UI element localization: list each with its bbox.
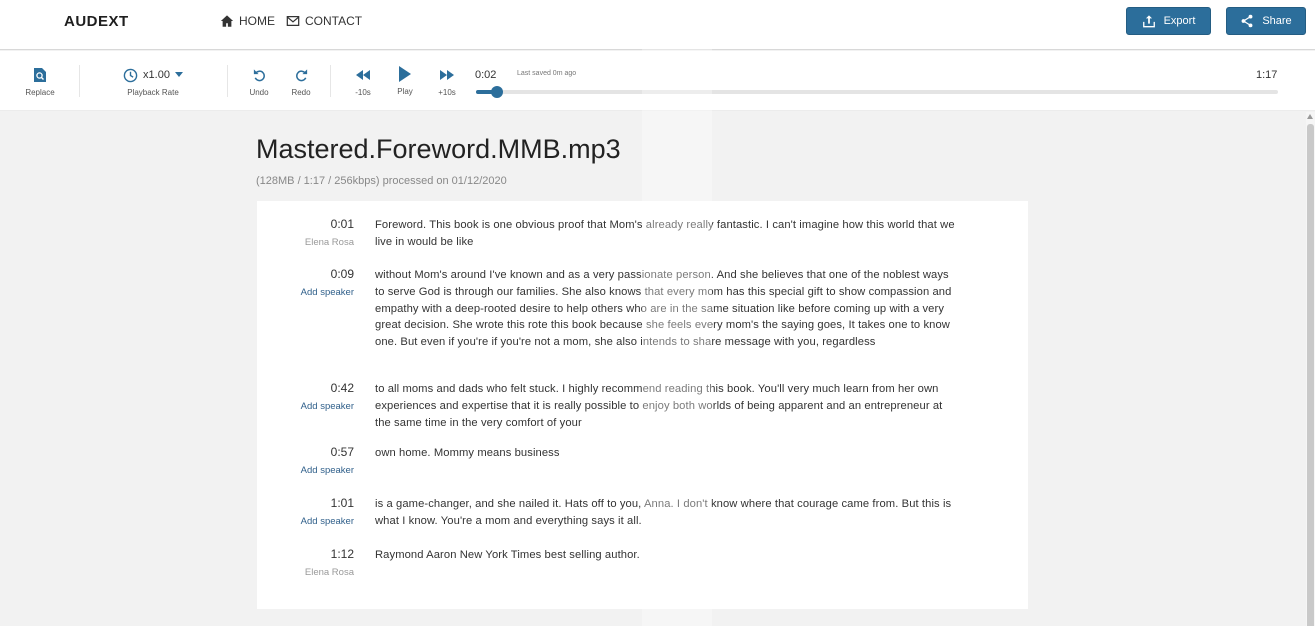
brand-logo[interactable]: AUDEXT bbox=[64, 13, 129, 30]
toolbar-divider bbox=[79, 65, 80, 97]
add-speaker-link[interactable]: Add speaker bbox=[300, 465, 354, 476]
toolbar-divider bbox=[330, 65, 331, 97]
forward-label: +10s bbox=[438, 88, 456, 97]
segment-timestamp[interactable]: 0:09 bbox=[330, 267, 354, 281]
speaker-name[interactable]: Elena Rosa bbox=[304, 237, 354, 248]
segment-text[interactable]: own home. Mommy means business bbox=[375, 447, 560, 459]
last-saved-status: Last saved 0m ago bbox=[517, 70, 577, 77]
segment-timestamp[interactable]: 0:01 bbox=[330, 217, 354, 231]
forward-10s-button[interactable] bbox=[434, 65, 460, 97]
speaker-name[interactable]: Elena Rosa bbox=[304, 567, 354, 578]
toolbar-divider bbox=[227, 65, 228, 97]
undo-button[interactable] bbox=[246, 65, 272, 97]
upload-icon bbox=[1142, 14, 1156, 28]
segment-timestamp[interactable]: 0:57 bbox=[330, 445, 354, 459]
segment-timestamp[interactable]: 1:01 bbox=[330, 496, 354, 510]
nav-contact-label: CONTACT bbox=[305, 14, 363, 28]
replace-icon bbox=[33, 65, 47, 85]
export-button[interactable] bbox=[1126, 7, 1211, 35]
player-toolbar bbox=[0, 51, 1315, 111]
add-speaker-link[interactable]: Add speaker bbox=[300, 401, 354, 412]
playback-rate-value: x1.00 bbox=[143, 69, 170, 81]
export-label: Export bbox=[1163, 15, 1196, 27]
mail-icon bbox=[286, 14, 300, 28]
fast-forward-icon bbox=[440, 65, 454, 85]
scroll-thumb[interactable] bbox=[1307, 124, 1314, 626]
caret-down-icon bbox=[175, 72, 183, 78]
undo-icon bbox=[252, 65, 267, 85]
segment-text[interactable]: is a game-changer, and she nailed it. Hats off to you, Anna. I don't know where that courage came from. But this is what I know. You're a mom and everything says it all. bbox=[375, 498, 952, 527]
share-button[interactable] bbox=[1226, 7, 1306, 35]
page-scrollbar[interactable] bbox=[1306, 112, 1315, 626]
playback-progress-track[interactable] bbox=[476, 90, 1278, 94]
play-button[interactable] bbox=[392, 64, 418, 96]
rewind-label: -10s bbox=[355, 88, 371, 97]
current-time: 0:02 bbox=[475, 69, 497, 81]
replace-label: Replace bbox=[25, 88, 55, 97]
home-icon bbox=[220, 14, 234, 28]
file-title: Mastered.Foreword.MMB.mp3 bbox=[256, 134, 621, 164]
segment-text[interactable]: without Mom's around I've known and as a very passionate person. And she believes that one of the noblest ways to serve God is through our families. She also knows that every mom has this special gift to show compassion and empathy with a deep-rooted desire to help others who are in the same situation like before coming up with a very great decision. She wrote this rote this book because she feels every mom's the saying goes, It takes one to know one. But even if you're if you're not a mom, she also intends to share message with you, regardless bbox=[375, 269, 952, 349]
redo-icon bbox=[294, 65, 309, 85]
segment-text[interactable]: to all moms and dads who felt stuck. I highly recommend reading this book. You'll very much learn from her own experiences and expertise that it is really possible to enjoy both worlds of being apparent and an entrepreneur at the same time in the very comfort of your bbox=[375, 383, 943, 429]
replace-button[interactable] bbox=[24, 65, 56, 97]
redo-button[interactable] bbox=[288, 65, 314, 97]
add-speaker-link[interactable]: Add speaker bbox=[300, 287, 354, 298]
transcript-card bbox=[257, 201, 1028, 609]
play-icon bbox=[398, 64, 412, 84]
undo-label: Undo bbox=[249, 88, 269, 97]
rewind-10s-button[interactable] bbox=[350, 65, 376, 97]
play-label: Play bbox=[397, 87, 413, 96]
top-nav bbox=[0, 0, 1315, 50]
add-speaker-link[interactable]: Add speaker bbox=[300, 516, 354, 527]
clock-icon bbox=[123, 68, 138, 83]
playback-scrubber-handle[interactable] bbox=[491, 86, 503, 98]
segment-timestamp[interactable]: 0:42 bbox=[330, 381, 354, 395]
scroll-up-arrow[interactable] bbox=[1307, 114, 1313, 119]
segment-text[interactable]: Raymond Aaron New York Times best selling author. bbox=[375, 549, 640, 561]
share-label: Share bbox=[1262, 15, 1292, 27]
nav-contact-link[interactable] bbox=[286, 13, 362, 29]
total-duration: 1:17 bbox=[1256, 69, 1278, 81]
nav-home-label: HOME bbox=[239, 14, 275, 28]
share-icon bbox=[1240, 14, 1254, 28]
playback-rate-label: Playback Rate bbox=[127, 88, 179, 97]
segment-text[interactable]: Foreword. This book is one obvious proof that Mom's already really fantastic. I can't imagine how this world that we live in would be like bbox=[375, 219, 955, 248]
file-metadata: (128MB / 1:17 / 256kbps) processed on 01/12/2020 bbox=[256, 175, 507, 187]
redo-label: Redo bbox=[291, 88, 311, 97]
rewind-icon bbox=[356, 65, 370, 85]
segment-timestamp[interactable]: 1:12 bbox=[330, 547, 354, 561]
nav-home-link[interactable] bbox=[220, 13, 275, 29]
playback-rate-control[interactable] bbox=[118, 65, 188, 97]
